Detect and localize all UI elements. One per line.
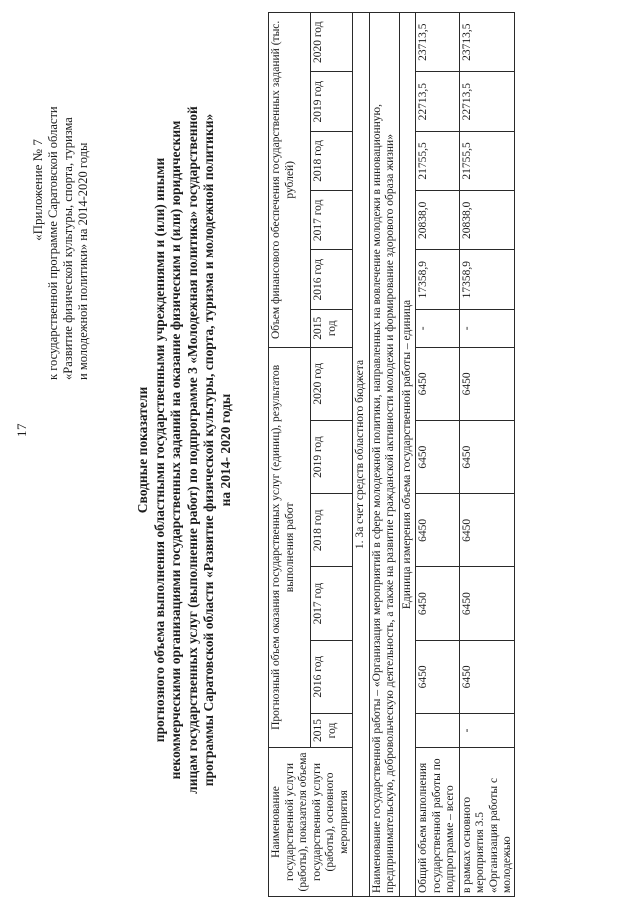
appendix-line: и молодежной политики» на 2014-2020 годы — [76, 142, 90, 380]
year-header: 2019 год — [311, 420, 353, 493]
volume-cell: 6450 — [459, 347, 514, 420]
unit-row — [399, 13, 416, 897]
appendix-header — [30, 40, 91, 380]
finance-cell: 21755,5 — [459, 131, 514, 190]
table-row — [459, 13, 514, 897]
year-header: 2019 год — [311, 72, 353, 131]
row-label-text: в рамках основного мероприятия 3.5 «Организация работы с молодежью — [460, 777, 513, 893]
document-title — [135, 25, 234, 875]
row-label: Общий объем выполнения государственной работы по подпрограмме – всего — [416, 748, 460, 897]
row-label — [459, 748, 514, 897]
year-header: 2020 год — [311, 13, 353, 72]
indicators-table — [268, 12, 515, 897]
finance-cell: 22713,5 — [459, 72, 514, 131]
volume-cell — [416, 713, 460, 747]
table-row — [416, 13, 460, 897]
column-group-finance: Объем финансового обеспечения государственных заданий (тыс. рублей) — [269, 13, 311, 348]
volume-cell: 6450 — [459, 420, 514, 493]
year-header: 2020 год — [311, 347, 353, 420]
year-header: 2018 год — [311, 131, 353, 190]
year-header: 2015 год — [311, 309, 353, 347]
volume-cell: 6450 — [416, 494, 460, 567]
appendix-line: к государственной программе Саратовской области — [46, 106, 60, 380]
finance-cell: 23713,5 — [459, 13, 514, 72]
title-line: прогнозного объема выполнения областными государственными учреждениями и (или) иными — [151, 157, 167, 743]
title-heading: Сводные показатели — [135, 386, 150, 514]
title-line: программы Саратовской области «Развитие физической культуры, спорта, туризма и молодежной политики» — [201, 113, 216, 787]
column-header-name: Наименование государственной услуги (работы), показателя объема государственной услуги (работы), основного мероприятия — [269, 748, 353, 897]
title-line: некоммерческими организациями государственных заданий на оказание физическим и (или) юридическим — [168, 120, 183, 780]
year-header: 2016 год — [311, 250, 353, 309]
volume-cell: - — [459, 713, 514, 747]
title-line: на 2014- 2020 годы — [217, 393, 233, 507]
unit-label: Единица измерения объема государственной работы – единица — [399, 13, 416, 897]
work-name-row — [369, 13, 399, 897]
finance-cell: 17358,9 — [416, 250, 460, 309]
finance-cell: 20838,0 — [416, 191, 460, 250]
title-line: лицам государственных услуг (выполнение работ) по подпрограмме 3 «Молодежная политика» государственной — [184, 106, 200, 794]
volume-cell: 6450 — [416, 347, 460, 420]
volume-cell: 6450 — [416, 640, 460, 713]
finance-cell: 23713,5 — [416, 13, 460, 72]
work-name: Наименование государственной работы – «Организация мероприятий в сфере молодежной политики, направленных на вовлечение молодежи в инновационную, предпринимательскую, добровольческую деятельность, а также на развитие гражданской активности молодежи и формирование здорового образа жизни» — [369, 13, 399, 897]
volume-cell: 6450 — [459, 567, 514, 640]
table-header-row — [269, 13, 311, 897]
finance-cell: 21755,5 — [416, 131, 460, 190]
year-header: 2018 год — [311, 494, 353, 567]
finance-cell: 17358,9 — [459, 250, 514, 309]
year-header: 2017 год — [311, 191, 353, 250]
volume-cell: 6450 — [459, 640, 514, 713]
section-row — [353, 13, 370, 897]
appendix-line: «Развитие физической культуры, спорта, туризма — [61, 117, 75, 380]
section-label: 1. За счет средств областного бюджета — [353, 13, 370, 897]
appendix-number: «Приложение № 7 — [30, 139, 45, 241]
finance-cell: - — [416, 309, 460, 347]
year-header: 2016 год — [311, 640, 353, 713]
volume-cell: 6450 — [416, 567, 460, 640]
volume-cell: 6450 — [459, 494, 514, 567]
volume-cell: 6450 — [416, 420, 460, 493]
page-number: 17 — [14, 423, 29, 437]
finance-cell: - — [459, 309, 514, 347]
finance-cell: 20838,0 — [459, 191, 514, 250]
year-header: 2015 год — [311, 713, 353, 747]
column-group-volume: Прогнозный объем оказания государственных услуг (единиц), результатов выполнения работ — [269, 347, 311, 747]
finance-cell: 22713,5 — [416, 72, 460, 131]
year-header: 2017 год — [311, 567, 353, 640]
